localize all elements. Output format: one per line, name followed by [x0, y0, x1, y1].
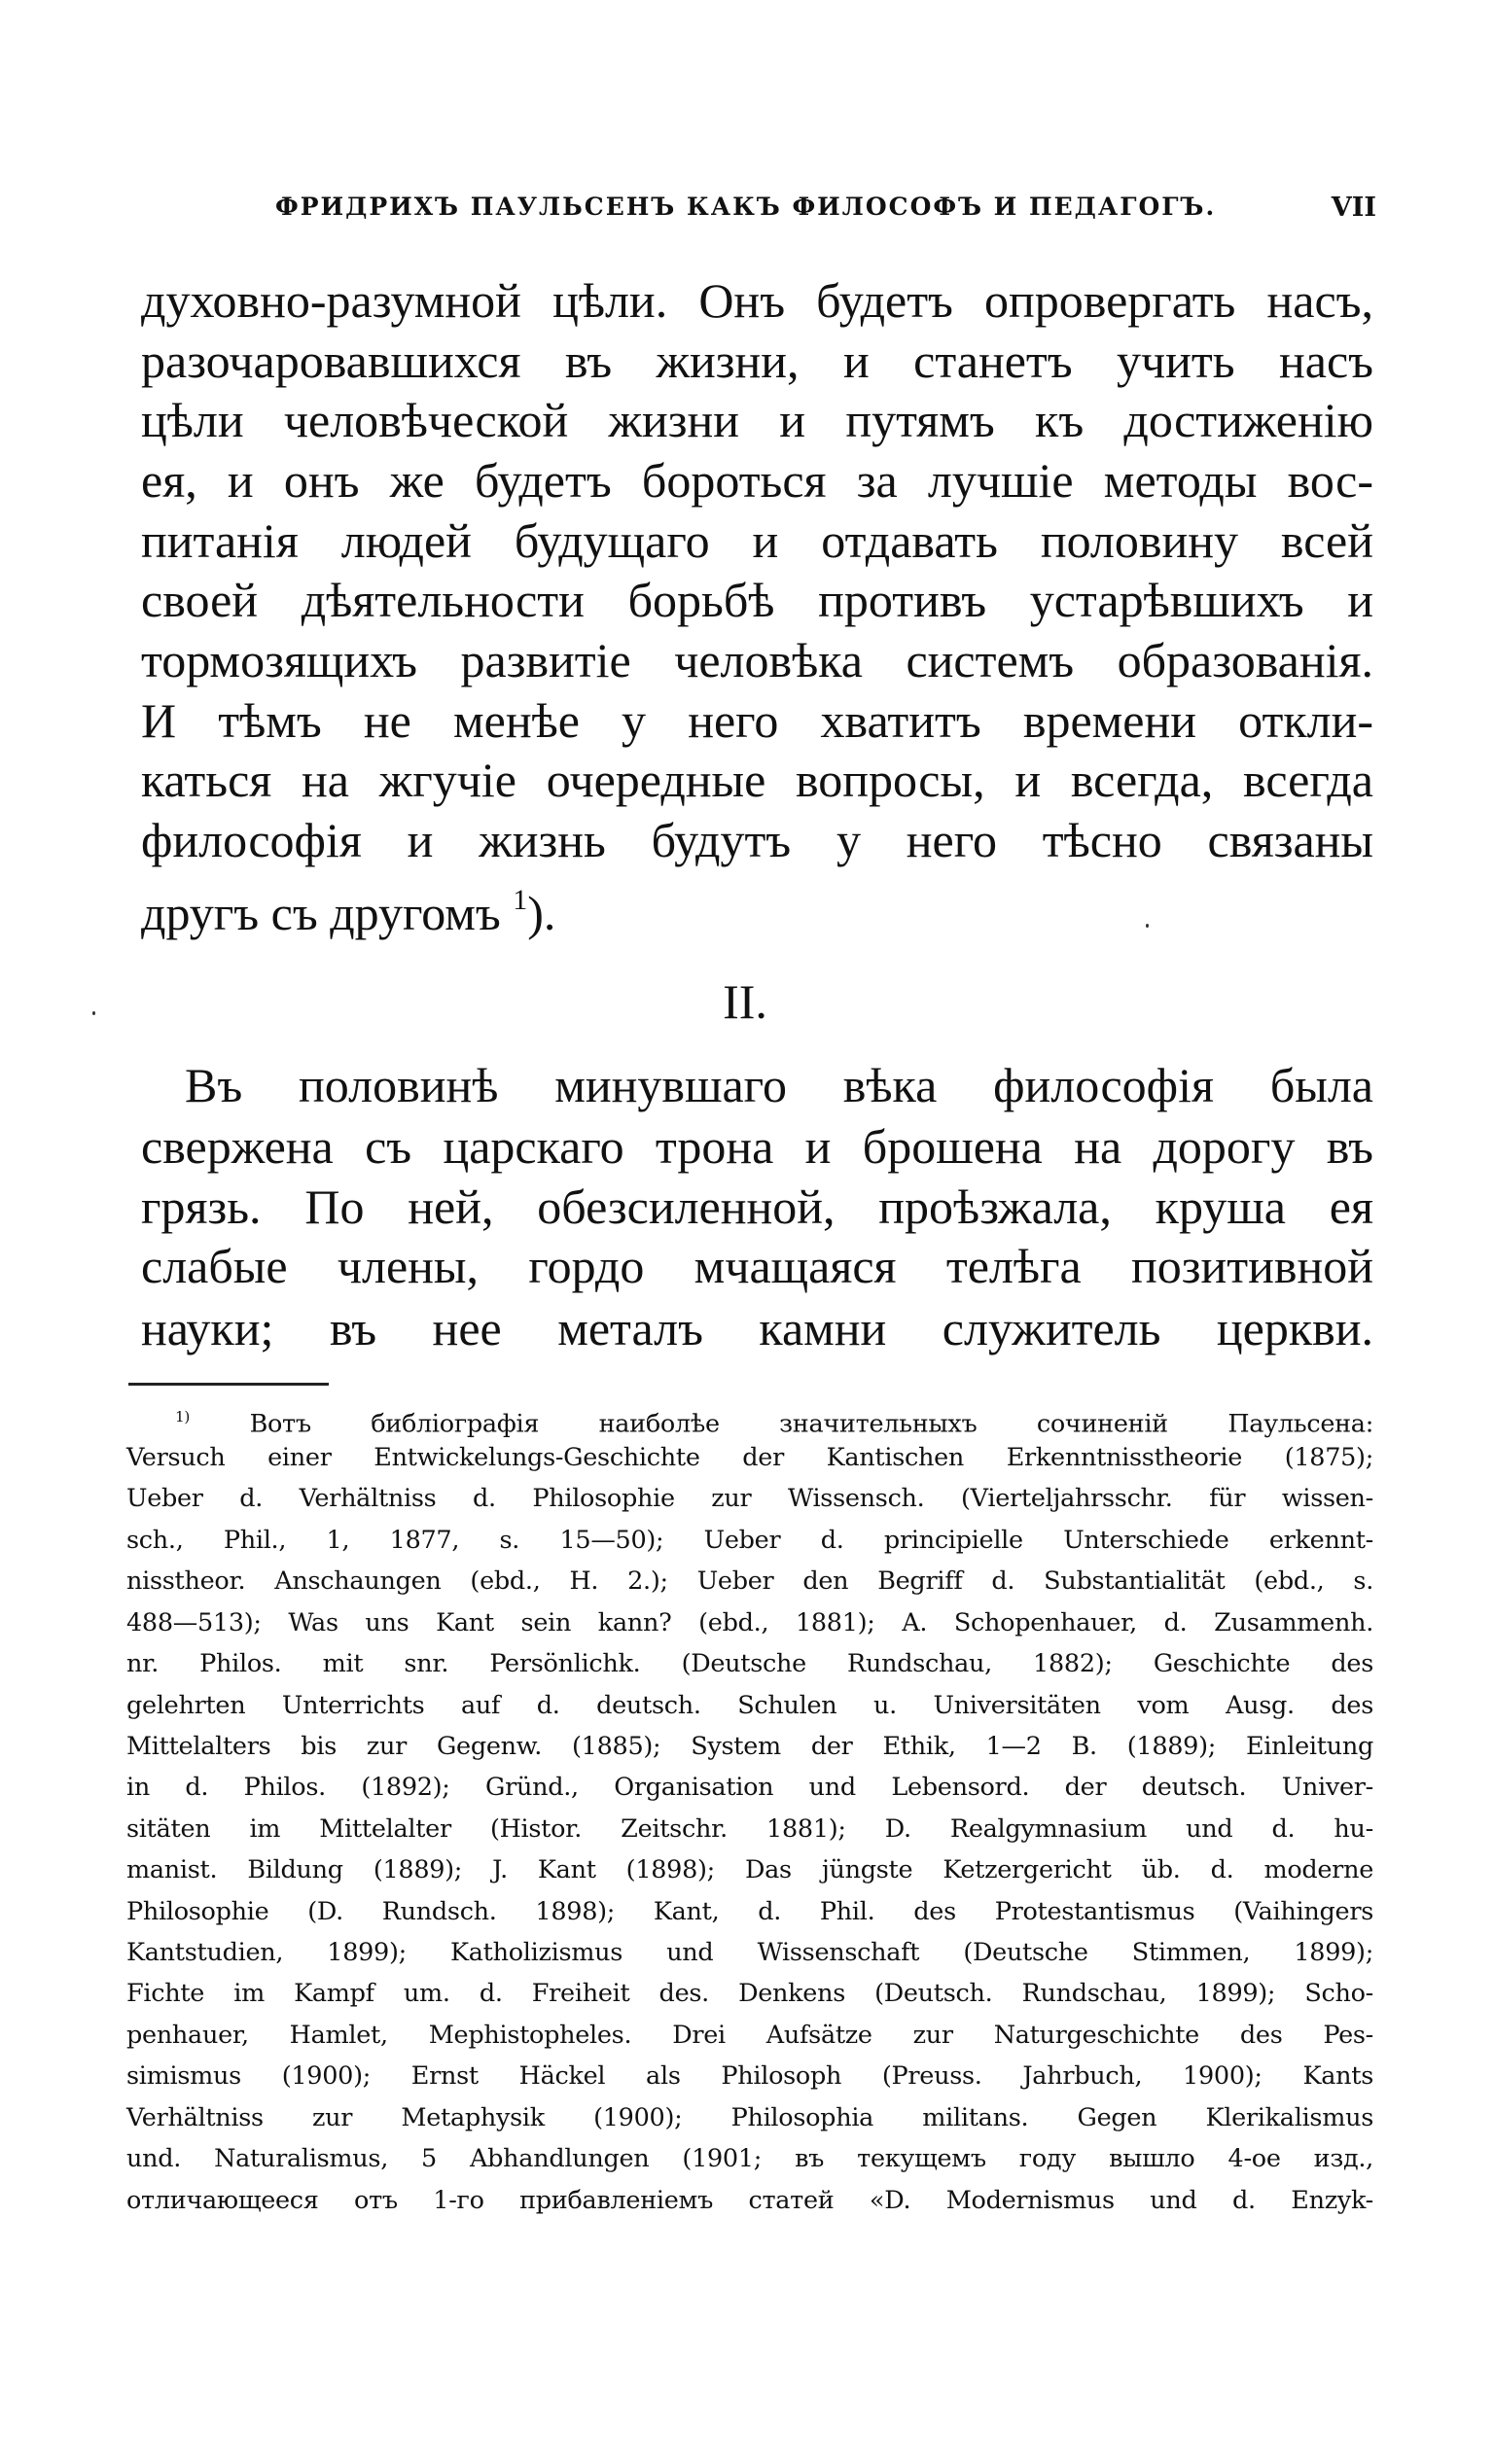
text-line: каться на жгучіе очередные вопросы, и всегда, всегда [141, 753, 1373, 807]
text-line: науки; въ нее металъ камни служитель церкви. [141, 1301, 1373, 1355]
footnote-text: Вотъ библіографія наиболѣе значительныхъ сочиненій Паульсена: [249, 1409, 1374, 1439]
text-line: грязь. По ней, обезсиленной, проѣзжала, круша ея [141, 1179, 1373, 1234]
text-line: ея, и онъ же будетъ бороться за лучшіе методы вос- [141, 453, 1373, 508]
closing-punctuation: ). [527, 886, 556, 940]
footnote-line: nisstheor. Anschaungen (ebd., H. 2.); Ueber den Begriff d. Substantialität (ebd., s. [126, 1566, 1373, 1596]
text-line: Въ половинѣ минувшаго вѣка философія была [185, 1058, 1373, 1112]
footnote-line: 488—513); Was uns Kant sein kann? (ebd., 1881); A. Schopenhauer, d. Zusammenh. [126, 1608, 1373, 1637]
footnote-line: nr. Philos. mit snr. Persönlichk. (Deutsche Rundschau, 1882); Geschichte des [126, 1649, 1373, 1678]
footnote-marker: 1) [175, 1408, 191, 1426]
text-line: И тѣмъ не менѣе у него хватитъ времени откли- [141, 693, 1373, 748]
text-line: разочаровавшихся въ жизни, и станетъ учить насъ [141, 334, 1373, 388]
text-line: свержена съ царскаго трона и брошена на дорогу въ [141, 1119, 1373, 1174]
text-line: питанія людей будущаго и отдавать половину всей [141, 513, 1373, 568]
footnote-line: manist. Bildung (1889); J. Kant (1898); Das jüngste Ketzergericht üb. d. moderne [126, 1855, 1373, 1884]
footnote-line: Philosophie (D. Rundsch. 1898); Kant, d. Phil. des Protestantismus (Vaihingers [126, 1897, 1373, 1926]
footnote-line: gelehrten Unterrichts auf d. deutsch. Schulen u. Universitäten vom Ausg. des [126, 1691, 1373, 1720]
footnote-line: simismus (1900); Ernst Häckel als Philosoph (Preuss. Jahrbuch, 1900); Kants [126, 2061, 1373, 2091]
footnote-line: Verhältniss zur Metaphysik (1900); Philosophia militans. Gegen Klerikalismus [126, 2103, 1373, 2132]
running-head-title: ФРИДРИХЪ ПАУЛЬСЕНЪ КАКЪ ФИЛОСОФЪ И ПЕДАГОГЪ. [275, 193, 1217, 221]
text-line: тормозящихъ развитіе человѣка системъ образованія. [141, 633, 1373, 687]
footnote-reference[interactable]: 1 [513, 884, 528, 916]
footnote-line: отличающееся отъ 1-го прибавленіемъ статей «D. Modernismus und d. Enzyk- [126, 2186, 1373, 2215]
text-line: своей дѣятельности борьбѣ противъ устарѣвшихъ и [141, 573, 1373, 627]
running-head [275, 193, 1376, 231]
footnote-line: Versuch einer Entwickelungs-Geschichte der Kantischen Erkenntnisstheorie (1875); [126, 1443, 1373, 1472]
footnote-line: Ueber d. Verhältniss d. Philosophie zur Wissensch. (Vierteljahrsschr. für wissen- [126, 1484, 1373, 1513]
page-number: VII [1331, 193, 1376, 223]
footnote-line: in d. Philos. (1892); Gründ., Organisation und Lebensord. der deutsch. Univer- [126, 1773, 1373, 1802]
footnote-line: sch., Phil., 1, 1877, s. 15—50); Ueber d. principielle Unterschiede erkennt- [126, 1526, 1373, 1555]
footnote-line: Kantstudien, 1899); Katholizismus und Wissenschaft (Deutsche Stimmen, 1899); [126, 1938, 1373, 1967]
print-speck [1146, 924, 1149, 928]
footnote-line-first [175, 1399, 1374, 1439]
footnote-line: Fichte im Kampf um. d. Freiheit des. Denkens (Deutsch. Rundschau, 1899); Scho- [126, 1979, 1373, 2008]
footnote-line: sitäten im Mittelalter (Histor. Zeitschr. 1881); D. Realgymnasium und d. hu- [126, 1814, 1373, 1844]
footnote-line: Mittelalters bis zur Gegenw. (1885); System der Ethik, 1—2 B. (1889); Einleitung [126, 1732, 1373, 1761]
text-line-text: другъ съ другомъ [141, 886, 501, 940]
section-number: II. [723, 974, 767, 1029]
footnote-line: und. Naturalismus, 5 Abhandlungen (1901; въ текущемъ году вышло 4-ое изд., [126, 2144, 1373, 2173]
text-line-last [141, 871, 1373, 940]
text-line: слабые члены, гордо мчащаяся телѣга позитивной [141, 1239, 1373, 1293]
text-line: цѣли человѣческой жизни и путямъ къ достиженію [141, 393, 1373, 447]
text-line: духовно-разумной цѣли. Онъ будетъ опровергать насъ, [141, 273, 1373, 328]
text-line: философія и жизнь будутъ у него тѣсно связаны [141, 813, 1373, 867]
footnote-separator-rule [128, 1383, 329, 1386]
section-heading [0, 972, 1494, 1031]
footnote-line: penhauer, Hamlet, Mephistopheles. Drei Aufsätze zur Naturgeschichte des Pes- [126, 2021, 1373, 2050]
